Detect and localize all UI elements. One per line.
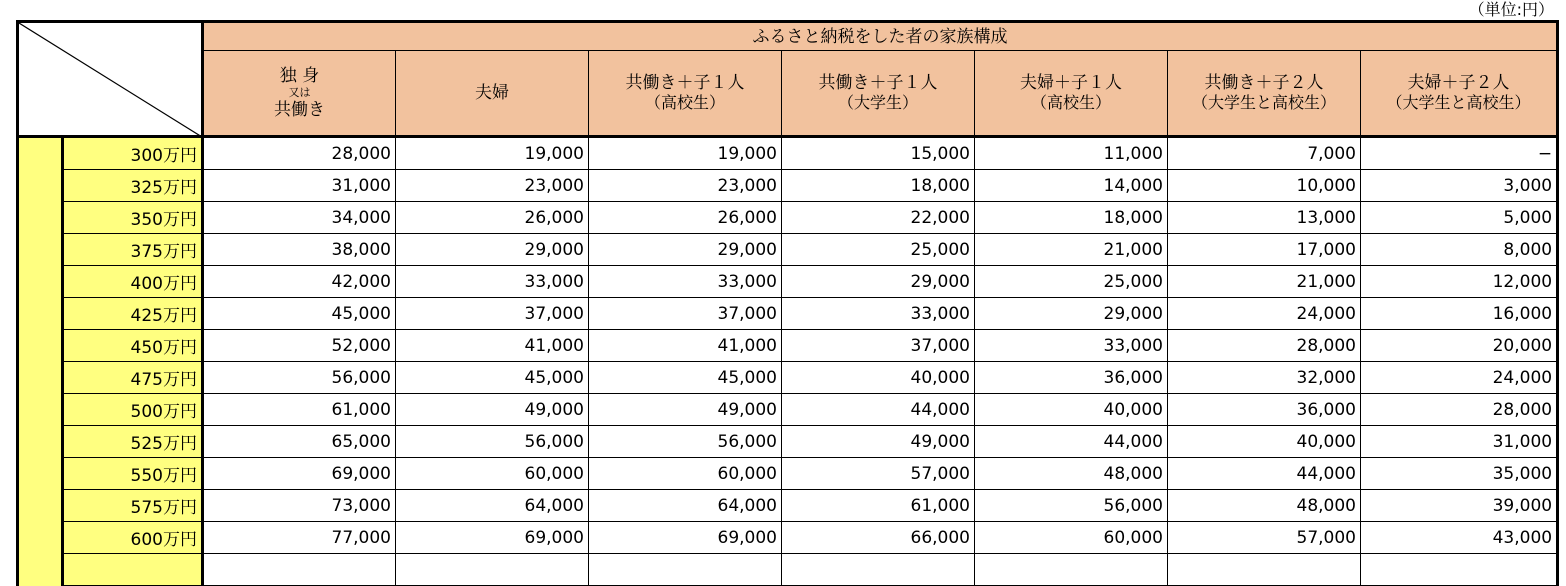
- column-header: [203, 51, 396, 137]
- value-cell: 56,000: [975, 490, 1168, 522]
- value-cell: 69,000: [589, 522, 782, 554]
- value-cell: 34,000: [203, 202, 396, 234]
- value-cell: 60,000: [396, 458, 589, 490]
- value-cell: 24,000: [1361, 362, 1558, 394]
- income-cell: [63, 554, 203, 586]
- income-cell: 525万円: [63, 426, 203, 458]
- value-cell: 8,000: [1361, 234, 1558, 266]
- value-cell: 37,000: [589, 298, 782, 330]
- value-cell: 18,000: [782, 170, 975, 202]
- value-cell: 23,000: [589, 170, 782, 202]
- value-cell: 49,000: [589, 394, 782, 426]
- value-cell: 20,000: [1361, 330, 1558, 362]
- value-cell: 16,000: [1361, 298, 1558, 330]
- value-cell: 44,000: [782, 394, 975, 426]
- value-cell: 29,000: [782, 266, 975, 298]
- value-cell: 29,000: [975, 298, 1168, 330]
- column-header: [1361, 51, 1558, 137]
- value-cell: 73,000: [203, 490, 396, 522]
- value-cell: 38,000: [203, 234, 396, 266]
- column-header-main: 夫婦＋子１人: [1020, 73, 1122, 93]
- value-cell: 64,000: [589, 490, 782, 522]
- value-cell: 18,000: [975, 202, 1168, 234]
- value-cell: 25,000: [782, 234, 975, 266]
- income-band: [18, 137, 63, 586]
- value-cell: 45,000: [396, 362, 589, 394]
- value-cell: 12,000: [1361, 266, 1558, 298]
- value-cell: 28,000: [1168, 330, 1361, 362]
- value-cell: 36,000: [975, 362, 1168, 394]
- column-header-conjunction: 又は: [288, 86, 311, 99]
- value-cell: 49,000: [782, 426, 975, 458]
- column-header-main: 共働き＋子２人: [1204, 73, 1324, 93]
- income-cell: 600万円: [63, 522, 203, 554]
- table-row: [18, 554, 1558, 586]
- income-cell: 400万円: [63, 266, 203, 298]
- value-cell: 40,000: [1168, 426, 1361, 458]
- value-cell: 40,000: [975, 394, 1168, 426]
- value-cell: 33,000: [975, 330, 1168, 362]
- value-cell: 29,000: [589, 234, 782, 266]
- column-header-sub: （高校生）: [1030, 93, 1111, 112]
- column-header: [1168, 51, 1361, 137]
- column-header-main: 共働き＋子１人: [818, 73, 938, 93]
- value-cell: 13,000: [1168, 202, 1361, 234]
- value-cell: 33,000: [782, 298, 975, 330]
- value-cell: 57,000: [782, 458, 975, 490]
- value-cell: 69,000: [396, 522, 589, 554]
- income-cell: 575万円: [63, 490, 203, 522]
- table-row: [18, 137, 1558, 170]
- table-row: [18, 426, 1558, 458]
- value-cell: 26,000: [589, 202, 782, 234]
- table-row: [18, 266, 1558, 298]
- value-cell: 11,000: [975, 137, 1168, 170]
- value-cell: 31,000: [203, 170, 396, 202]
- value-cell: 45,000: [589, 362, 782, 394]
- column-header-sub: （大学生と高校生）: [1191, 93, 1336, 112]
- unit-label: （単位:円）: [1468, 0, 1554, 19]
- value-cell: 69,000: [203, 458, 396, 490]
- value-cell: 60,000: [975, 522, 1168, 554]
- value-cell: 26,000: [396, 202, 589, 234]
- value-cell: 33,000: [396, 266, 589, 298]
- diagonal-line: [19, 23, 202, 137]
- value-cell: 48,000: [975, 458, 1168, 490]
- table-row: [18, 330, 1558, 362]
- value-cell: 65,000: [203, 426, 396, 458]
- value-cell: 61,000: [203, 394, 396, 426]
- value-cell: 42,000: [203, 266, 396, 298]
- income-cell: 500万円: [63, 394, 203, 426]
- value-cell: 41,000: [589, 330, 782, 362]
- value-cell: 17,000: [1168, 234, 1361, 266]
- value-cell: 5,000: [1361, 202, 1558, 234]
- value-cell: 31,000: [1361, 426, 1558, 458]
- value-cell: 29,000: [396, 234, 589, 266]
- value-cell: 10,000: [1168, 170, 1361, 202]
- value-cell: 21,000: [975, 234, 1168, 266]
- table-row: [18, 394, 1558, 426]
- value-cell: 37,000: [782, 330, 975, 362]
- value-cell: 28,000: [203, 137, 396, 170]
- value-cell: 19,000: [589, 137, 782, 170]
- column-header: [589, 51, 782, 137]
- income-cell: 550万円: [63, 458, 203, 490]
- value-cell: 15,000: [782, 137, 975, 170]
- income-cell: 350万円: [63, 202, 203, 234]
- value-cell: 49,000: [396, 394, 589, 426]
- donation-limit-table: [16, 20, 1559, 586]
- table-row: [18, 298, 1558, 330]
- table-row: [18, 362, 1558, 394]
- table-row: [18, 522, 1558, 554]
- value-cell: 22,000: [782, 202, 975, 234]
- value-cell: 60,000: [589, 458, 782, 490]
- column-header-alt: 共働き: [274, 100, 325, 120]
- value-cell: [1168, 554, 1361, 586]
- column-header-sub: （大学生と高校生）: [1386, 93, 1531, 112]
- value-cell: [589, 554, 782, 586]
- value-cell: 37,000: [396, 298, 589, 330]
- column-header: [782, 51, 975, 137]
- value-cell: 57,000: [1168, 522, 1361, 554]
- value-cell: 66,000: [782, 522, 975, 554]
- column-header-sub: （高校生）: [644, 93, 725, 112]
- column-header-main: 夫婦: [475, 83, 509, 103]
- table-row: [18, 170, 1558, 202]
- value-cell: 32,000: [1168, 362, 1361, 394]
- value-cell: 64,000: [396, 490, 589, 522]
- value-cell: 14,000: [975, 170, 1168, 202]
- value-cell: 19,000: [396, 137, 589, 170]
- value-cell: 36,000: [1168, 394, 1361, 426]
- value-cell: 56,000: [203, 362, 396, 394]
- income-cell: 450万円: [63, 330, 203, 362]
- income-cell: 425万円: [63, 298, 203, 330]
- table-row: [18, 490, 1558, 522]
- value-cell: 56,000: [589, 426, 782, 458]
- value-cell: [1361, 554, 1558, 586]
- value-cell: 24,000: [1168, 298, 1361, 330]
- value-cell: 52,000: [203, 330, 396, 362]
- value-cell: 21,000: [1168, 266, 1361, 298]
- value-cell: 7,000: [1168, 137, 1361, 170]
- value-cell: 44,000: [975, 426, 1168, 458]
- value-cell: 23,000: [396, 170, 589, 202]
- column-header: [975, 51, 1168, 137]
- income-cell: 300万円: [63, 137, 203, 170]
- column-header: [396, 51, 589, 137]
- table-row: [18, 458, 1558, 490]
- value-cell: 28,000: [1361, 394, 1558, 426]
- value-cell: 33,000: [589, 266, 782, 298]
- table-row: [18, 202, 1558, 234]
- value-cell: 40,000: [782, 362, 975, 394]
- corner-diagonal-cell: [18, 22, 203, 137]
- table-title: ふるさと納税をした者の家族構成: [203, 22, 1558, 51]
- value-cell: 45,000: [203, 298, 396, 330]
- value-cell: [396, 554, 589, 586]
- value-cell: 39,000: [1361, 490, 1558, 522]
- column-header-main: 夫婦＋子２人: [1407, 73, 1510, 93]
- value-cell: 3,000: [1361, 170, 1558, 202]
- value-cell: [203, 554, 396, 586]
- income-cell: 375万円: [63, 234, 203, 266]
- value-cell: [975, 554, 1168, 586]
- income-cell: 325万円: [63, 170, 203, 202]
- column-header-sub: （大学生）: [837, 93, 918, 112]
- value-cell: −: [1361, 137, 1558, 170]
- income-cell: 475万円: [63, 362, 203, 394]
- column-header-main: 独 身: [279, 66, 320, 86]
- value-cell: 43,000: [1361, 522, 1558, 554]
- column-header-main: 共働き＋子１人: [625, 73, 745, 93]
- value-cell: 48,000: [1168, 490, 1361, 522]
- value-cell: 56,000: [396, 426, 589, 458]
- value-cell: 35,000: [1361, 458, 1558, 490]
- value-cell: 77,000: [203, 522, 396, 554]
- table-row: [18, 234, 1558, 266]
- value-cell: 41,000: [396, 330, 589, 362]
- value-cell: 44,000: [1168, 458, 1361, 490]
- value-cell: 61,000: [782, 490, 975, 522]
- value-cell: [782, 554, 975, 586]
- value-cell: 25,000: [975, 266, 1168, 298]
